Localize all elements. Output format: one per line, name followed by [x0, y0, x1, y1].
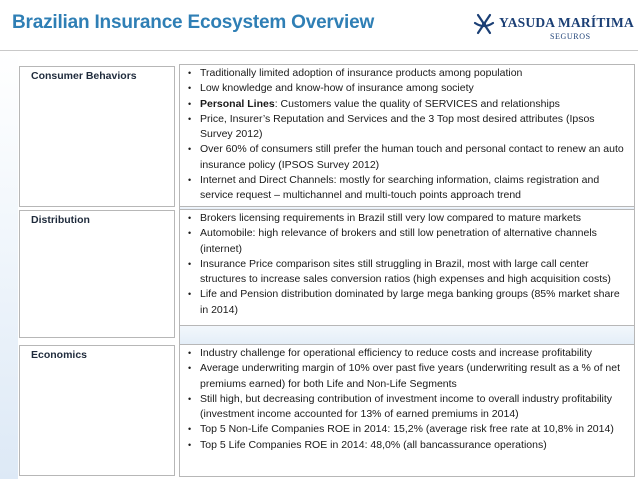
list-item: • Over 60% of consumers still prefer the human touch and personal contact to renew an auto insurance policy (IPSOS Survey 2012)	[188, 143, 624, 171]
section-content-distribution	[179, 210, 635, 325]
section-label-economics: Economics	[19, 345, 175, 476]
bullet-icon: •	[188, 144, 192, 155]
section-label-distribution: Distribution	[19, 210, 175, 338]
bullet-icon: •	[188, 175, 192, 186]
bullet-icon: •	[188, 289, 192, 300]
bullet-list	[186, 346, 630, 453]
list-item: • Automobile: high relevance of brokers and still low penetration of alternative channels (internet)	[188, 227, 597, 255]
list-item: • Insurance Price comparison sites still struggling in Brazil, most with large call center structures to increase sales conversion ratios (high expenses and high acquisition costs)	[188, 257, 611, 286]
bullet-icon: •	[188, 228, 192, 239]
list-item: • Top 5 Life Companies ROE in 2014: 48,0% (all bancassurance operations)	[186, 438, 630, 453]
bullet-icon: •	[188, 363, 192, 374]
bullet-icon: •	[188, 439, 192, 450]
section-content-economics	[179, 345, 635, 476]
bullet-list	[186, 66, 630, 204]
list-item: • Average underwriting margin of 10% over past five years (underwriting result as a % of net premiums earned) for both Life and Non-Life Segments	[188, 362, 621, 390]
anchor-icon	[473, 12, 495, 38]
bullet-icon: •	[188, 98, 192, 109]
company-logo	[473, 12, 633, 46]
bullet-icon: •	[188, 83, 192, 94]
section-gap	[179, 325, 635, 344]
left-accent-bar	[0, 51, 18, 479]
bullet-icon: •	[188, 424, 192, 435]
section-divider	[179, 325, 635, 326]
bullet-icon: •	[188, 213, 192, 223]
section-content-consumer-behaviors	[179, 65, 635, 206]
list-item: • Internet and Direct Channels: mostly for searching information, claims registration and service request – multichannel and multi-touch points approach trend	[188, 174, 600, 202]
list-item: • Price, Insurer’s Reputation and Services and the 3 Top most desired attributes (Ipsos Survey 2012)	[188, 112, 595, 141]
list-item: • Brokers licensing requirements in Brazil still very low compared to mature markets	[186, 211, 630, 226]
bullet-icon: •	[188, 348, 192, 358]
list-item: • Top 5 Non-Life Companies ROE in 2014: 15,2% (average risk free rate at 10,8% in 2014)	[186, 422, 630, 437]
title-divider	[0, 50, 638, 51]
list-item: • Still high, but decreasing contribution of investment income to overall industry profitability (investment income accounted for 13% of earned premiums in 2014)	[188, 392, 613, 421]
bullet-icon: •	[188, 258, 192, 269]
list-item: • Traditionally limited adoption of insurance products among population	[186, 66, 630, 81]
list-item: • Industry challenge for operational efficiency to reduce costs and increase profitability	[186, 346, 630, 361]
bullet-list	[186, 211, 630, 318]
list-item: • Personal Lines: Customers value the quality of SERVICES and relationships	[186, 97, 630, 112]
bullet-icon: •	[188, 68, 192, 78]
section-label-consumer-behaviors: Consumer Behaviors	[19, 66, 175, 207]
bullet-icon: •	[188, 113, 192, 124]
list-item: • Life and Pension distribution dominated by large mega banking groups (85% market share in 2014)	[188, 288, 620, 316]
section-bottom-border	[179, 476, 635, 477]
bullet-icon: •	[188, 393, 192, 404]
page-title: Brazilian Insurance Ecosystem Overview	[12, 12, 375, 33]
list-item: • Low knowledge and know-how of insurance among society	[186, 81, 630, 96]
logo-subtitle: SEGUROS	[550, 32, 591, 41]
logo-name: YASUDA MARÍTIMA	[499, 15, 634, 30]
